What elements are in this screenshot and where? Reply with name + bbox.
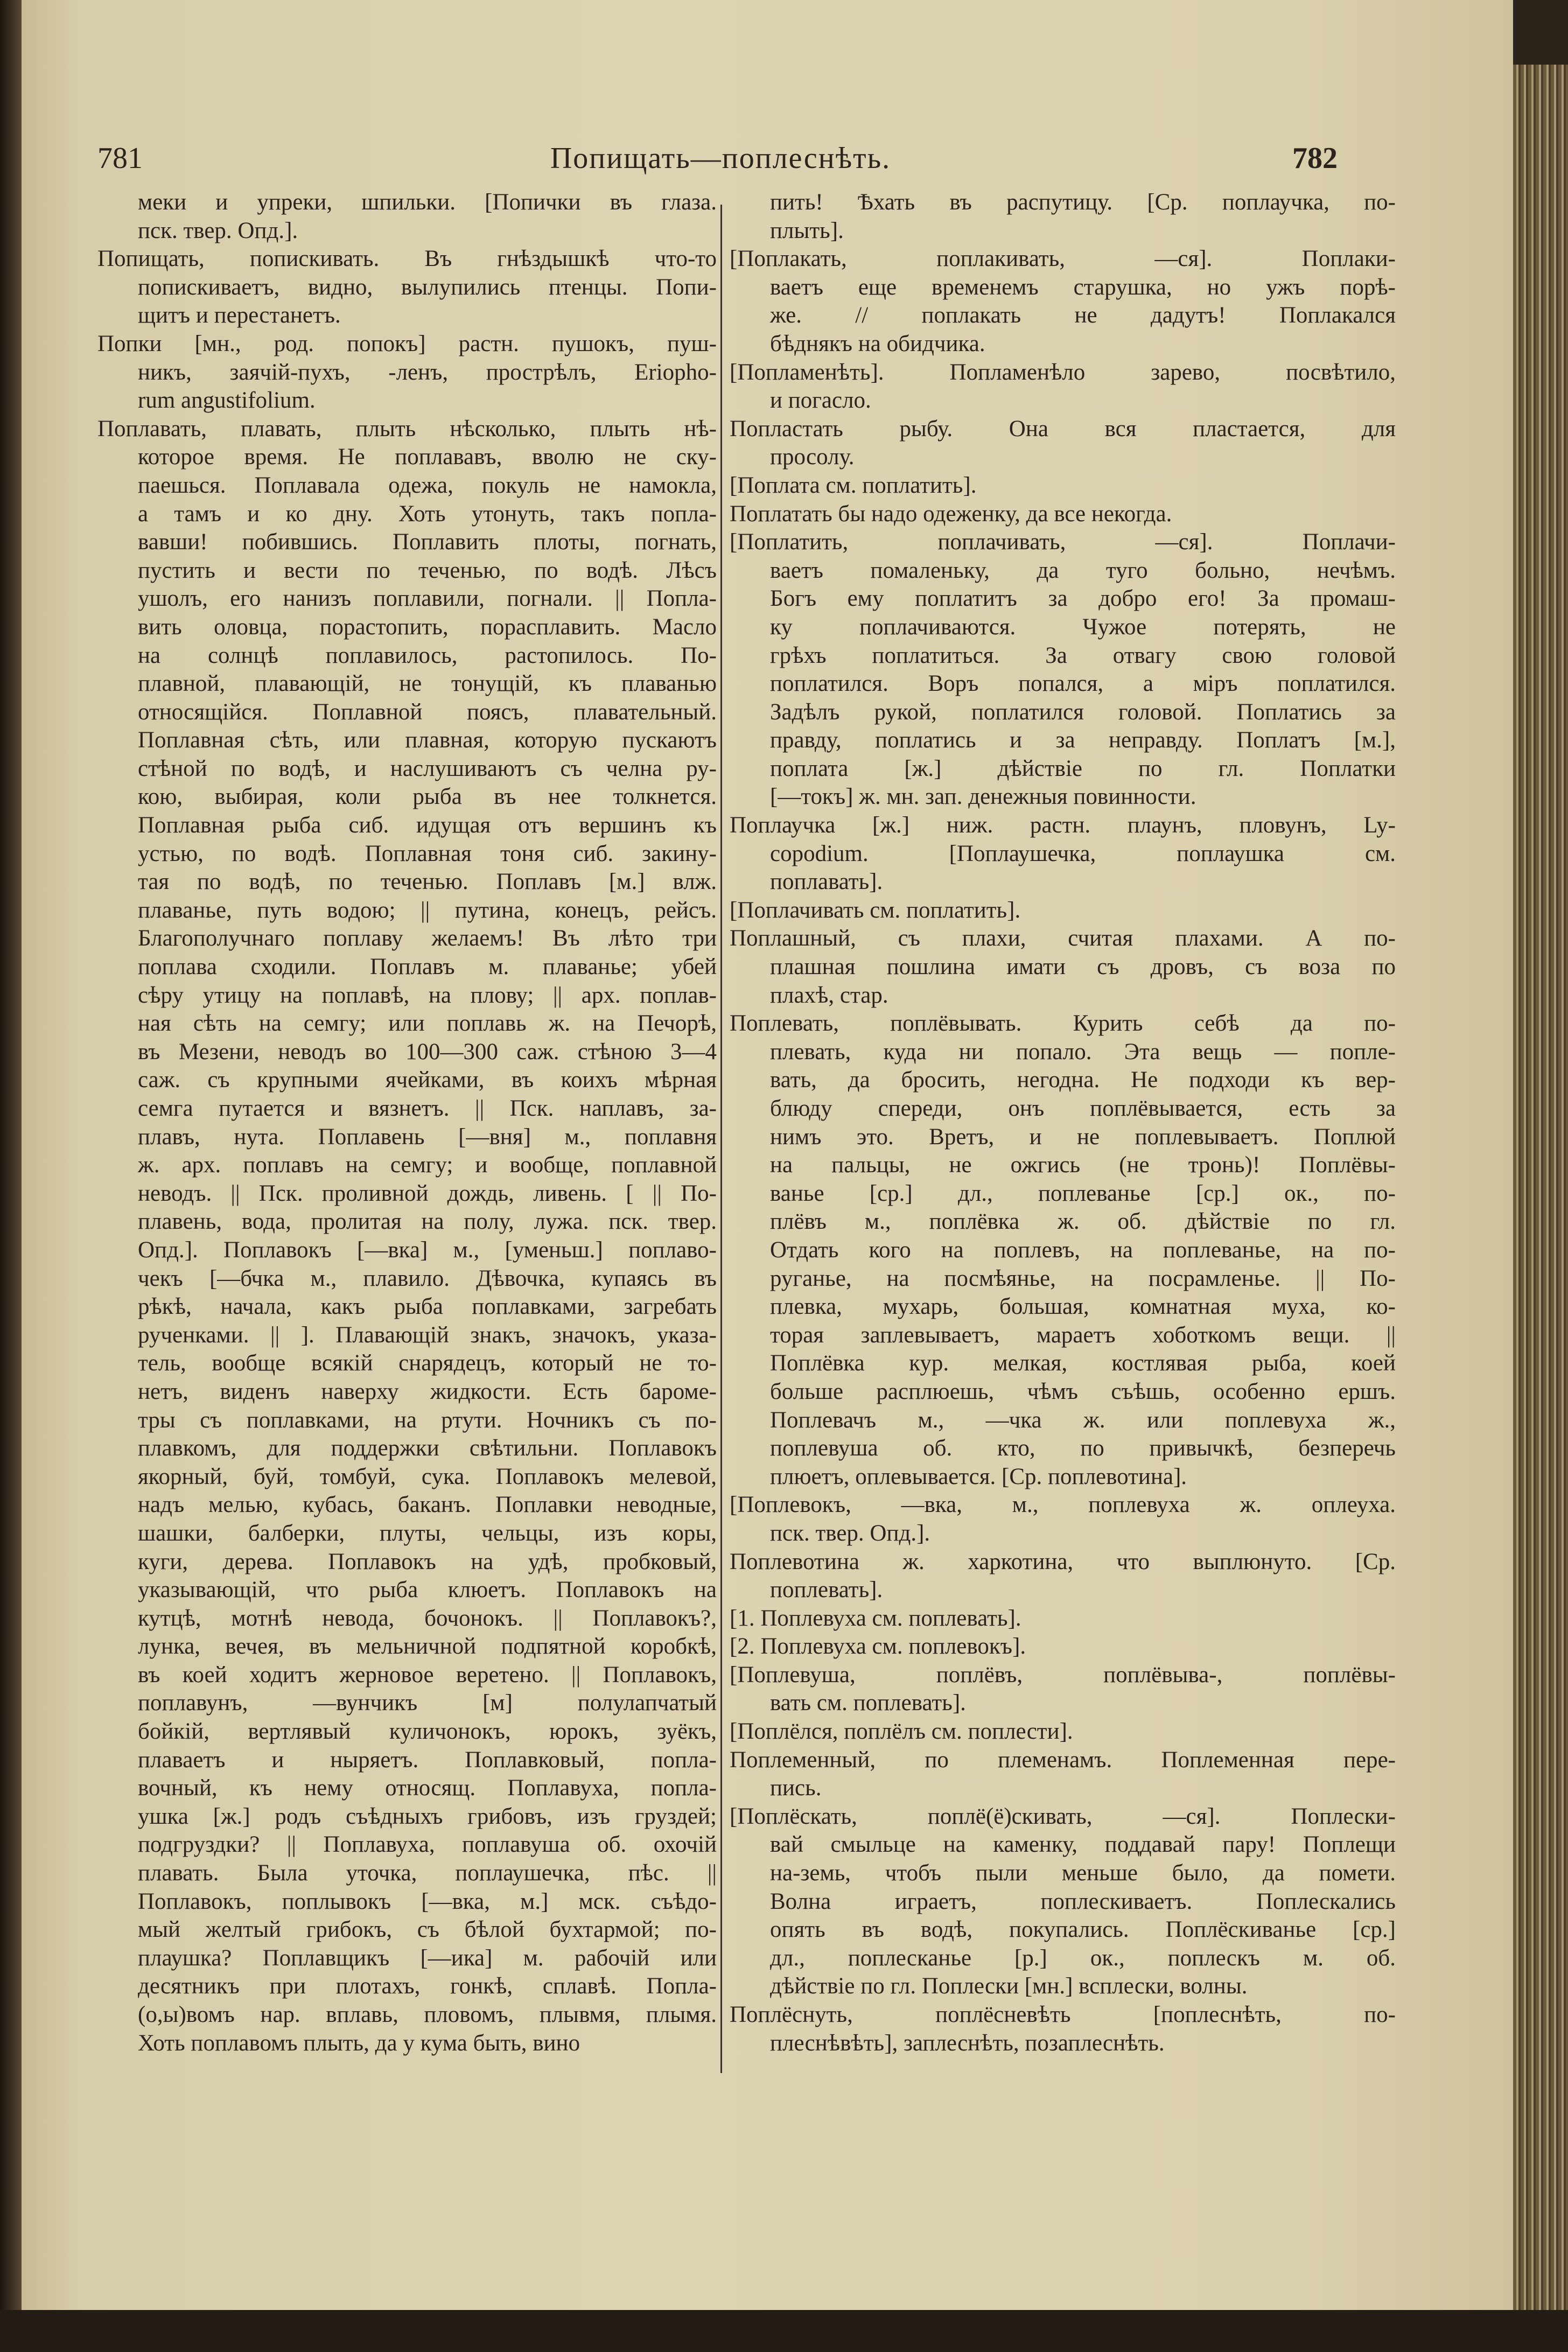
- book-page-edges: [1513, 65, 1568, 2352]
- entry-text-line: нимъ это. Вретъ, и не поплевываетъ. Поплюй: [770, 1124, 1396, 1150]
- entry-text-line: просолу.: [770, 444, 855, 470]
- entry-text-line: торая заплевываетъ, мараетъ хоботкомъ вещи. ||: [770, 1322, 1396, 1348]
- entry-text-line: (о,ы)вомъ нар. вплавь, пловомъ, плывмя, плымя.: [138, 2002, 717, 2027]
- column-divider: [720, 205, 722, 2073]
- entry-text-line: въ Мезени, неводъ во 100—300 саж. стѣною 3—4: [138, 1039, 717, 1065]
- entry-text-line: куги, дерева. Поплавокъ на удѣ, пробковый,: [138, 1549, 717, 1574]
- entry-text-line: плевать, куда ни попало. Эта вещь — попле-: [770, 1039, 1396, 1065]
- column-right: [730, 188, 1396, 2057]
- entry-headword-line: Поплавать, плавать, плыть нѣсколько, плыть нѣ-: [97, 416, 717, 442]
- entry-headword-line: [Поплатить, поплачивать, —ся]. Поплачи-: [730, 529, 1396, 555]
- page-number-left: 781: [97, 142, 143, 175]
- column-left: [97, 188, 717, 2057]
- entry-headword-line: Поплеменный, по племенамъ. Поплеменная пере-: [730, 1747, 1396, 1773]
- entry-text-line: а тамъ и ко дну. Хоть утонуть, такъ попла-: [138, 501, 717, 527]
- entry-text-line: бойкiй, вертлявый куличонокъ, юрокъ, зуёкъ,: [138, 1719, 717, 1745]
- entry-text-line: которое время. Не поплававъ, вволю не ску-: [138, 444, 717, 470]
- entry-text-line: пись.: [770, 1775, 822, 1801]
- entry-text-line: щитъ и перестанетъ.: [138, 303, 341, 328]
- entry-text-line: рученками. || ]. Плавающiй знакъ, значокъ, указа-: [138, 1322, 717, 1348]
- entry-text-line: поплавать].: [770, 869, 883, 895]
- entry-text-line: плавъ, нута. Поплавень [—вня] м., поплавня: [138, 1124, 717, 1150]
- entry-text-line: рѣкѣ, начала, какъ рыба поплавками, загребать: [138, 1294, 717, 1320]
- entry-text-line: на-земь, чтобъ пыли меньше было, да помети.: [770, 1860, 1396, 1886]
- entry-text-line: же. // поплакать не дадутъ! Поплакался: [770, 303, 1396, 328]
- entry-text-line: Хоть поплавомъ плыть, да у кума быть, вино: [138, 2030, 580, 2056]
- entry-text-line: вай смыльце на каменку, поддавай пару! Поплещи: [770, 1832, 1396, 1858]
- entry-text-line: относящiйся. Поплавной поясъ, плавательный.: [138, 699, 717, 725]
- entry-text-line: блюду спереди, онъ поплёвывается, есть за: [770, 1096, 1396, 1121]
- entry-text-line: вать см. поплевать].: [770, 1690, 966, 1716]
- entry-text-line: Поплавная рыба сиб. идущая отъ вершинъ къ: [138, 813, 717, 838]
- entry-text-line: плахѣ, стар.: [770, 982, 888, 1008]
- entry-text-line: поплатился. Воръ попался, а мiръ поплатился.: [770, 671, 1396, 697]
- entry-headword-line: [2. Поплевуха см. поплевокъ].: [730, 1634, 1026, 1660]
- entry-text-line: стѣной по водѣ, и наслушиваютъ съ челна ру-: [138, 755, 717, 781]
- entry-text-line: Задѣлъ рукой, поплатился головой. Поплатись за: [770, 699, 1396, 725]
- entry-text-line: ваетъ еще временемъ старушка, но ужъ порѣ-: [770, 274, 1396, 300]
- entry-text-line: Поплёвка кур. мелкая, костлявая рыба, коей: [770, 1350, 1396, 1376]
- entry-text-line: Богъ ему поплатитъ за добро его! За промаш-: [770, 586, 1396, 612]
- entry-text-line: ная сѣть на семгу; или поплавь ж. на Печорѣ,: [138, 1011, 717, 1037]
- entry-text-line: чекъ [—бчка м., плавило. Дѣвочка, купаясь въ: [138, 1265, 717, 1291]
- entry-text-line: меки и упреки, шпильки. [Попички въ глаза.: [138, 190, 717, 215]
- entry-text-line: плеснѣвѣть], заплеснѣть, позаплеснѣть.: [770, 2030, 1165, 2056]
- entry-text-line: вочный, къ нему относящ. Поплавуха, попла-: [138, 1775, 717, 1801]
- entry-text-line: дл., поплесканье [р.] ок., поплескъ м. об.: [770, 1945, 1396, 1971]
- entry-text-line: плавень, вода, пролитая на полу, лужа. пск. твер.: [138, 1209, 717, 1235]
- entry-text-line: никъ, заячiй-пухъ, -ленъ, прострѣлъ, Eriopho-: [138, 359, 717, 385]
- entry-headword-line: Поплашный, съ плахи, считая плахами. А по-: [730, 926, 1396, 951]
- entry-text-line: пустить и вести по теченью, по водѣ. Лѣсъ: [138, 557, 717, 583]
- entry-text-line: ку поплачиваются. Чужое потерять, не: [770, 614, 1396, 640]
- entry-text-line: Отдать кого на поплевъ, на поплеванье, на по-: [770, 1237, 1396, 1263]
- entry-text-line: якорный, буй, томбуй, сука. Поплавокъ мелевой,: [138, 1464, 717, 1489]
- entry-text-line: указывающiй, что рыба клюетъ. Поплавокъ на: [138, 1577, 717, 1603]
- entry-text-line: попискиваетъ, видно, вылупились птенцы. Попи-: [138, 274, 717, 300]
- entry-headword-line: Попластать рыбу. Она вся пластается, для: [730, 416, 1396, 442]
- entry-text-line: опять въ водѣ, покупались. Поплёскиванье [ср.]: [770, 1917, 1396, 1943]
- entry-text-line: Опд.]. Поплавокъ [—вка] м., [уменьш.] поплаво-: [138, 1237, 717, 1263]
- entry-text-line: плаваетъ и ныряетъ. Поплавковый, попла-: [138, 1747, 717, 1773]
- entry-headword-line: [Поплакать, поплакивать, —ся]. Поплаки-: [730, 246, 1396, 272]
- entry-headword-line: Поплевать, поплёвывать. Курить себѣ да по-: [730, 1011, 1396, 1037]
- entry-text-line: rum angustifolium.: [138, 388, 316, 414]
- entry-headword-line: [Поплёскать, поплё(ё)скивать, —ся]. Поплески-: [730, 1803, 1396, 1829]
- entry-text-line: ушка [ж.] родъ съѣдныхъ грибовъ, изъ груздей;: [138, 1803, 717, 1829]
- entry-text-line: вить оловца, порастопить, порасплавить. Масло: [138, 614, 717, 640]
- entry-text-line: саж. съ крупными ячейками, въ коихъ мѣрная: [138, 1067, 717, 1093]
- entry-text-line: Волна играетъ, поплескиваетъ. Поплескались: [770, 1888, 1396, 1914]
- scan-background: [0, 2310, 1568, 2352]
- entry-text-line: пск. твер. Опд.].: [770, 1520, 930, 1546]
- entry-text-line: поплава сходили. Поплавъ м. плаванье; убей: [138, 954, 717, 980]
- entry-text-line: нетъ, виденъ наверху жидкости. Есть бароме-: [138, 1378, 717, 1404]
- entry-text-line: ж. арх. поплавъ на семгу; и вообще, поплавной: [138, 1152, 717, 1178]
- entry-text-line: плюетъ, оплевывается. [Ср. поплевотина].: [770, 1464, 1187, 1489]
- entry-headword-line: Поплатать бы надо одеженку, да все некогда.: [730, 501, 1172, 527]
- entry-text-line: Поплавокъ, поплывокъ [—вка, м.] мск. съѣдо-: [138, 1888, 717, 1914]
- entry-headword-line: [Попламенѣть]. Попламенѣло зарево, посвѣтило,: [730, 359, 1396, 385]
- entry-text-line: плавной, плавающiй, не тонущiй, къ плаванью: [138, 671, 717, 697]
- entry-headword-line: Поплевотина ж. харкотина, что выплюнуто. [Ср.: [730, 1549, 1396, 1574]
- entry-text-line: вавши! побившись. Поплавить плоты, погнать,: [138, 529, 717, 555]
- entry-text-line: надъ мелью, кубась, баканъ. Поплавки неводные,: [138, 1492, 717, 1518]
- page-number-right: 782: [1292, 142, 1338, 175]
- entry-text-line: ваетъ помаленьку, да туго больно, нечѣмъ.: [770, 557, 1396, 583]
- entry-text-line: плавать. Была уточка, поплаушечка, пѣс. ||: [138, 1860, 717, 1886]
- entry-text-line: поплевать].: [770, 1577, 883, 1603]
- entry-text-line: поплата [ж.] дѣйствiе по гл. Поплатки: [770, 755, 1396, 781]
- entry-text-line: шашки, балберки, плуты, чельцы, изъ коры,: [138, 1520, 717, 1546]
- entry-text-line: пить! Ѣхать въ распутицу. [Ср. поплаучка, по-: [770, 190, 1396, 215]
- entry-text-line: грѣхъ поплатиться. За отвагу свою головой: [770, 642, 1396, 668]
- entry-headword-line: Попищать, попискивать. Въ гнѣздышкѣ что-то: [97, 246, 717, 272]
- entry-text-line: кутцѣ, мотнѣ невода, бочонокъ. || Поплавокъ?,: [138, 1605, 717, 1631]
- entry-text-line: плёвъ м., поплёвка ж. об. дѣйствiе по гл.: [770, 1209, 1396, 1235]
- entry-text-line: тая по водѣ, по теченью. Поплавъ [м.] влж.: [138, 869, 717, 895]
- running-title: Попищать—поплеснѣть.: [550, 142, 891, 175]
- entry-headword-line: [1. Поплевуха см. поплевать].: [730, 1605, 1021, 1631]
- entry-text-line: плашная пошлина имати съ дровъ, съ воза по: [770, 954, 1396, 980]
- entry-text-line: на пальцы, не ожгись (не тронь)! Поплёвы-: [770, 1152, 1396, 1178]
- entry-text-line: плаванье, путь водою; || путина, конецъ, рейсъ.: [138, 897, 717, 923]
- entry-text-line: лунка, вечея, въ мельничной подпятной коробкѣ,: [138, 1634, 717, 1660]
- entry-text-line: пск. твер. Опд.].: [138, 218, 298, 243]
- entry-text-line: руганье, на посмѣянье, на посрамленье. || По-: [770, 1265, 1396, 1291]
- entry-text-line: на солнцѣ поплавилось, растопилось. По-: [138, 642, 717, 668]
- entry-text-line: устью, по водѣ. Поплавная тоня сиб. закину-: [138, 841, 717, 866]
- entry-text-line: подгруздки? || Поплавуха, поплавуша об. охочiй: [138, 1832, 717, 1858]
- entry-headword-line: [Поплачивать см. поплатить].: [730, 897, 1021, 923]
- entry-text-line: сѣру утицу на поплавѣ, на плову; || арх. поплав-: [138, 982, 717, 1008]
- entry-text-line: Поплевачъ м., —чка ж. или поплевуха ж.,: [770, 1407, 1396, 1433]
- entry-text-line: ушолъ, его нанизъ поплавили, погнали. || Попла-: [138, 586, 717, 612]
- entry-text-line: десятникъ при плотахъ, гонкѣ, сплавѣ. Попла-: [138, 1973, 717, 1999]
- entry-text-line: больше расплюешь, чѣмъ съѣшь, особенно ершъ.: [770, 1378, 1396, 1404]
- entry-headword-line: Попки [мн., род. попокъ] растн. пушокъ, пуш-: [97, 331, 717, 356]
- entry-text-line: семга путается и вязнетъ. || Пск. наплавъ, за-: [138, 1096, 717, 1121]
- entry-text-line: паешься. Поплавала одежа, покуль не намокла,: [138, 472, 717, 498]
- entry-text-line: и погасло.: [770, 388, 871, 414]
- entry-text-line: неводъ. || Пск. проливной дождь, ливень. [ || По-: [138, 1180, 717, 1206]
- entry-headword-line: Поплаучка [ж.] ниж. растн. плаунъ, пловунъ, Ly-: [730, 813, 1396, 838]
- entry-headword-line: [Поплата см. поплатить].: [730, 472, 977, 498]
- entry-text-line: въ коей ходитъ жерновое веретено. || Поплавокъ,: [138, 1662, 717, 1688]
- entry-text-line: тель, вообще всякiй снарядецъ, который не то-: [138, 1350, 717, 1376]
- entry-headword-line: [Поплевуша, поплёвъ, поплёвыва-, поплёвы-: [730, 1662, 1396, 1688]
- entry-text-line: правду, поплатись и за неправду. Поплатъ [м.],: [770, 727, 1396, 753]
- entry-text-line: дѣйствiе по гл. Поплески [мн.] всплески, волны.: [770, 1973, 1248, 1999]
- entry-text-line: поплевуша об. кто, по привычкѣ, безперечь: [770, 1436, 1396, 1461]
- entry-text-line: плыть].: [770, 218, 844, 243]
- entry-text-line: кою, выбирая, коли рыба въ нее толкнется.: [138, 784, 717, 810]
- entry-headword-line: Поплёснуть, поплёсневѣть [поплеснѣть, по-: [730, 2002, 1396, 2027]
- entry-text-line: плевка, мухарь, большая, комнатная муха, ко-: [770, 1294, 1396, 1320]
- entry-headword-line: [Поплёлся, поплёлъ см. поплести].: [730, 1719, 1073, 1745]
- entry-text-line: вать, да бросить, негодна. Не подходи къ вер-: [770, 1067, 1396, 1093]
- entry-text-line: плавкомъ, для поддержки свѣтильни. Поплавокъ: [138, 1436, 717, 1461]
- entry-text-line: Благополучнаго поплаву желаемъ! Въ лѣто три: [138, 926, 717, 951]
- entry-text-line: поплавунъ, —вунчикъ [м] полулапчатый: [138, 1690, 717, 1716]
- entry-text-line: мый желтый грибокъ, съ бѣлой бухтармой; по-: [138, 1917, 717, 1943]
- entry-text-line: ванье [ср.] дл., поплеванье [ср.] ок., по-: [770, 1180, 1396, 1206]
- entry-text-line: бѣднякъ на обидчика.: [770, 331, 985, 356]
- entry-text-line: Поплавная сѣть, или плавная, которую пускаютъ: [138, 727, 717, 753]
- entry-text-line: [—токъ] ж. мн. зап. денежныя повинности.: [770, 784, 1196, 810]
- entry-text-line: тры съ поплавками, на ртути. Ночникъ съ по-: [138, 1407, 717, 1433]
- entry-text-line: плаушка? Поплавщикъ [—ика] м. рабочiй или: [138, 1945, 717, 1971]
- entry-headword-line: [Поплевокъ, —вка, м., поплевуха ж. оплеуха.: [730, 1492, 1396, 1518]
- entry-text-line: copodium. [Поплаушечка, поплаушка см.: [770, 841, 1396, 866]
